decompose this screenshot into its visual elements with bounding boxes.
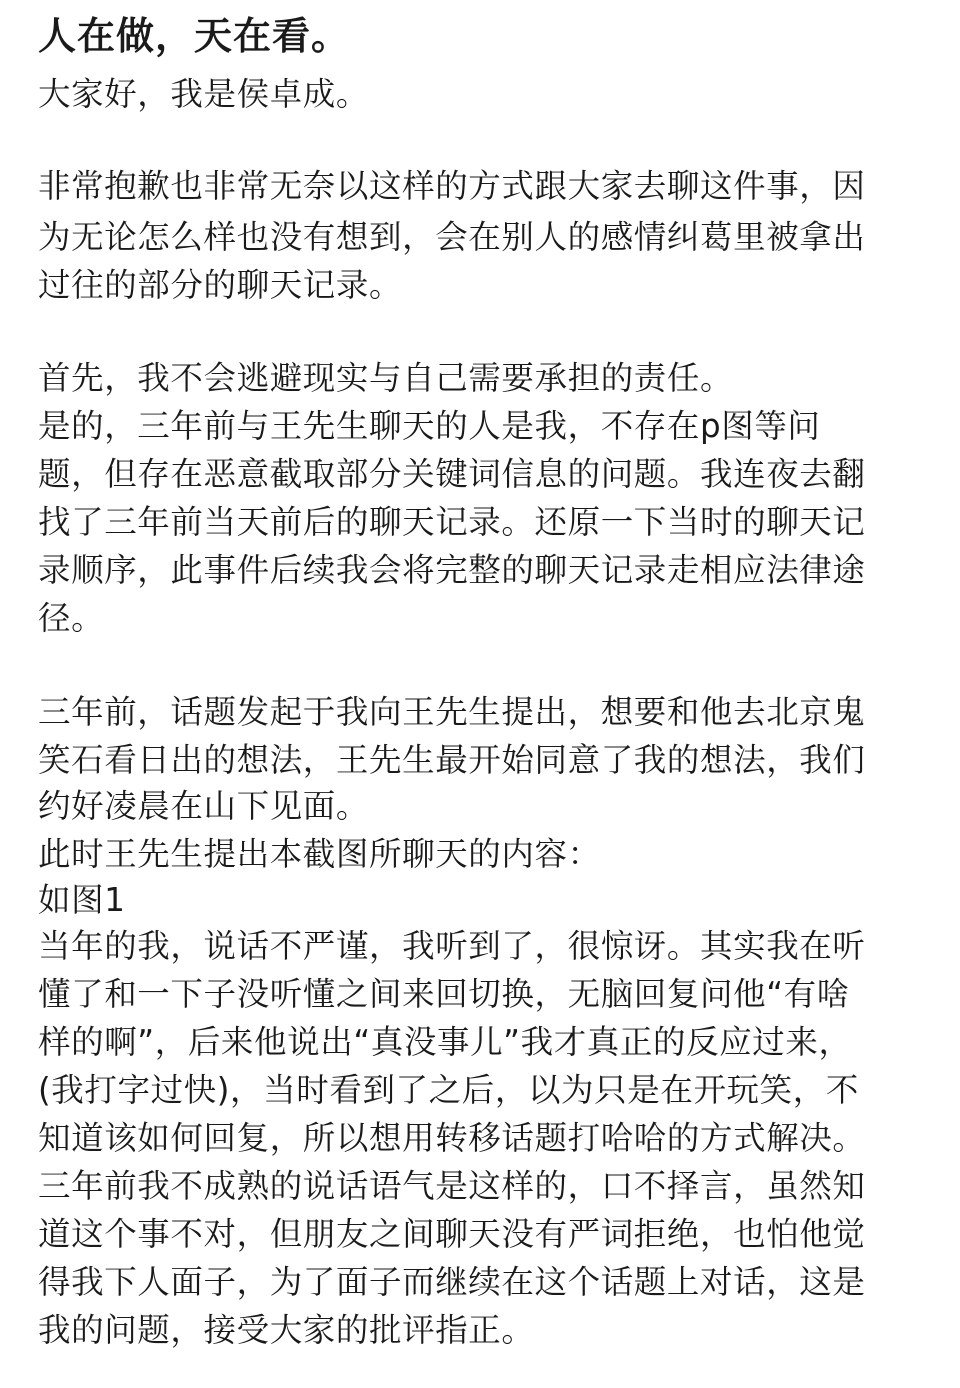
- text-line: 懂了和一下子没听懂之间来回切换，无脑回复问他“有啥: [38, 975, 850, 1013]
- text-line: 径。: [38, 599, 105, 637]
- text-line: 知道该如何回复，所以想用转移话题打哈哈的方式解决。: [38, 1119, 866, 1157]
- text-line: 过往的部分的聊天记录。: [38, 266, 403, 304]
- text-line: 如图1: [38, 881, 126, 919]
- text-line: 笑石看日出的想法，王先生最开始同意了我的想法，我们: [38, 741, 866, 779]
- text-line: (我打字过快)，当时看到了之后，以为只是在开玩笑，不: [38, 1071, 859, 1109]
- text-line: 得我下人面子，为了面子而继续在这个话题上对话，这是: [38, 1263, 866, 1301]
- text-line: 找了三年前当天前后的聊天记录。还原一下当时的聊天记: [38, 503, 866, 541]
- text-line: 此时王先生提出本截图所聊天的内容：: [38, 835, 601, 873]
- text-line: 道这个事不对，但朋友之间聊天没有严词拒绝，也怕他觉: [38, 1215, 866, 1253]
- text-line: 首先，我不会逃避现实与自己需要承担的责任。: [38, 359, 734, 397]
- text-line: 三年前我不成熟的说话语气是这样的，口不择言，虽然知: [38, 1167, 866, 1205]
- text-line: 我的问题，接受大家的批评指正。: [38, 1311, 535, 1349]
- document-title: 人在做，天在看。: [38, 14, 351, 58]
- text-line: 为无论怎么样也没有想到，会在别人的感情纠葛里被拿出: [38, 218, 866, 256]
- text-line: 录顺序，此事件后续我会将完整的聊天记录走相应法律途: [38, 551, 866, 589]
- text-line: 非常抱歉也非常无奈以这样的方式跟大家去聊这件事，因: [38, 167, 866, 205]
- text-line: 当年的我，说话不严谨，我听到了，很惊讶。其实我在听: [38, 927, 866, 965]
- text-line: 三年前，话题发起于我向王先生提出，想要和他去北京鬼: [38, 693, 866, 731]
- text-line: 约好凌晨在山下见面。: [38, 787, 370, 825]
- text-line: 样的啊”，后来他说出“真没事儿”我才真正的反应过来，: [38, 1023, 852, 1061]
- text-line: 大家好，我是侯卓成。: [38, 75, 370, 113]
- text-line: 是的，三年前与王先生聊天的人是我，不存在p图等问: [38, 407, 821, 445]
- text-line: 题，但存在恶意截取部分关键词信息的问题。我连夜去翻: [38, 455, 866, 493]
